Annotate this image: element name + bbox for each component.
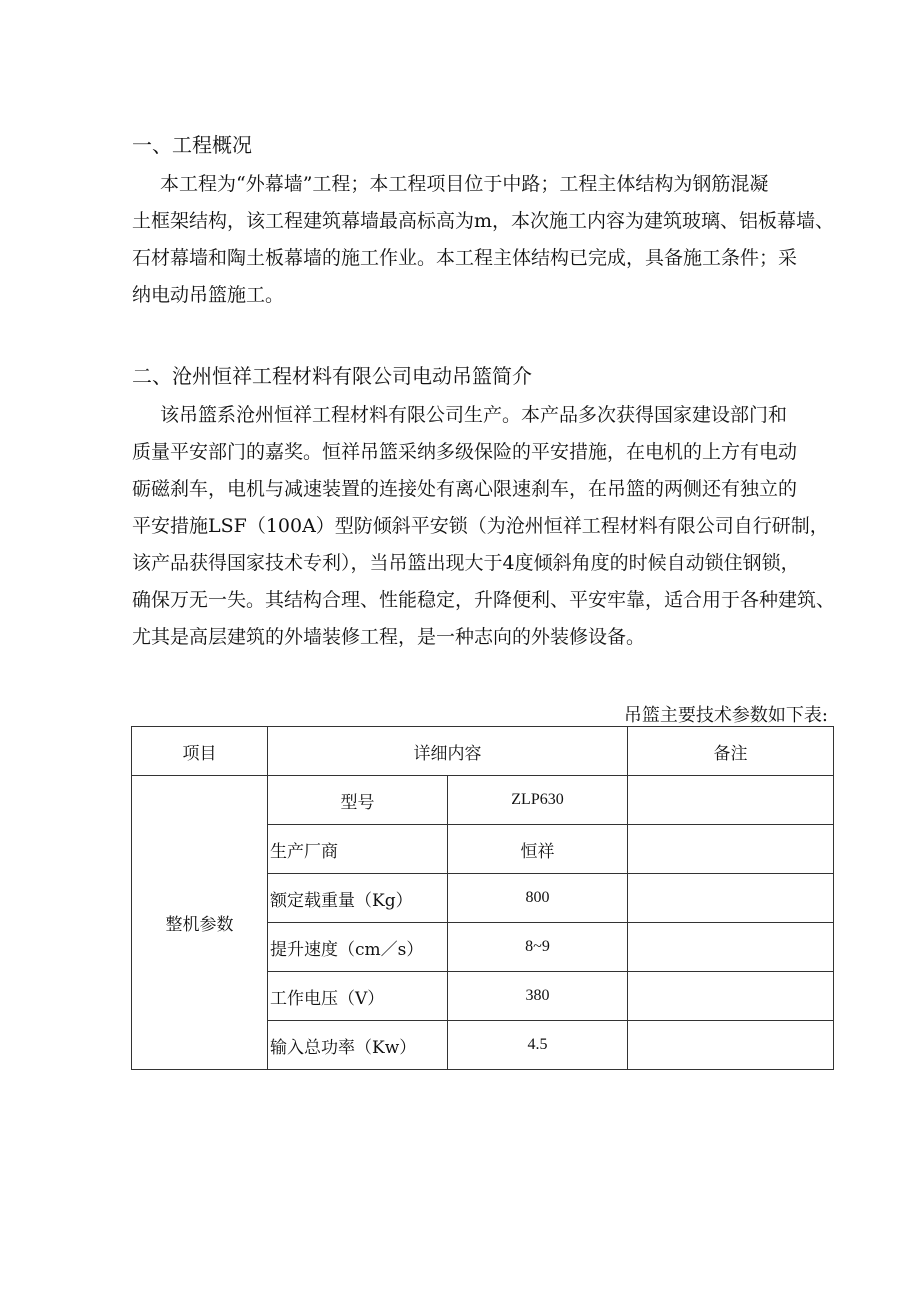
header-remark: 备注 bbox=[628, 727, 834, 776]
section1-paragraph bbox=[132, 166, 835, 314]
param-remark bbox=[628, 923, 834, 972]
group-label: 整机参数 bbox=[132, 776, 268, 1070]
param-value: 800 bbox=[448, 874, 628, 923]
paragraph-line: 土框架结构，该工程建筑幕墙最高标高为m，本次施工内容为建筑玻璃、铝板幕墙、 bbox=[132, 210, 835, 232]
param-name: 输入总功率（Kw） bbox=[268, 1021, 448, 1070]
param-name: 工作电压（V） bbox=[268, 972, 448, 1021]
paragraph-line: 纳电动吊篮施工。 bbox=[132, 284, 285, 306]
paragraph-line: 平安措施LSF（100A）型防倾斜平安锁（为沧州恒祥工程材料有限公司自行研制， bbox=[132, 515, 829, 537]
param-name: 提升速度（cm／s） bbox=[268, 923, 448, 972]
parameters-table bbox=[131, 726, 834, 1070]
paragraph-line: 砺磁刹车，电机与减速装置的连接处有离心限速刹车，在吊篮的两侧还有独立的 bbox=[132, 478, 798, 500]
paragraph-line: 确保万无一失。其结构合理、性能稳定，升降便利、平安牢靠，适合用于各种建筑、 bbox=[132, 589, 836, 611]
param-value: 恒祥 bbox=[448, 825, 628, 874]
paragraph-line: 尤其是高层建筑的外墙装修工程，是一种志向的外装修设备。 bbox=[132, 626, 646, 648]
paragraph-line: 本工程为“外幕墙”工程；本工程项目位于中路；工程主体结构为钢筋混凝 bbox=[160, 173, 769, 195]
table-caption: 吊篮主要技术参数如下表: bbox=[623, 705, 828, 726]
param-remark bbox=[628, 874, 834, 923]
param-remark bbox=[628, 825, 834, 874]
param-remark bbox=[628, 972, 834, 1021]
param-remark bbox=[628, 1021, 834, 1070]
section1-heading: 一、工程概况 bbox=[132, 133, 252, 157]
param-remark bbox=[628, 776, 834, 825]
paragraph-line: 该吊篮系沧州恒祥工程材料有限公司生产。本产品多次获得国家建设部门和 bbox=[160, 404, 788, 426]
param-name: 型号 bbox=[268, 776, 448, 825]
paragraph-line: 该产品获得国家技术专利），当吊篮出现大于4度倾斜角度的时候自动锁住钢锁， bbox=[132, 552, 800, 574]
section2-paragraph bbox=[132, 397, 836, 656]
table-header-row bbox=[132, 727, 834, 776]
header-detail: 详细内容 bbox=[268, 727, 628, 776]
param-name: 生产厂商 bbox=[268, 825, 448, 874]
param-value: 380 bbox=[448, 972, 628, 1021]
param-value: 4.5 bbox=[448, 1021, 628, 1070]
paragraph-line: 石材幕墙和陶土板幕墙的施工作业。本工程主体结构已完成，具备施工条件；采 bbox=[132, 247, 798, 269]
param-value: ZLP630 bbox=[448, 776, 628, 825]
param-name: 额定载重量（Kg） bbox=[268, 874, 448, 923]
table-row bbox=[132, 776, 834, 825]
section2-heading: 二、沧州恒祥工程材料有限公司电动吊篮简介 bbox=[132, 364, 532, 388]
param-value: 8~9 bbox=[448, 923, 628, 972]
header-item: 项目 bbox=[132, 727, 268, 776]
paragraph-line: 质量平安部门的嘉奖。恒祥吊篮采纳多级保险的平安措施，在电机的上方有电动 bbox=[132, 441, 798, 463]
